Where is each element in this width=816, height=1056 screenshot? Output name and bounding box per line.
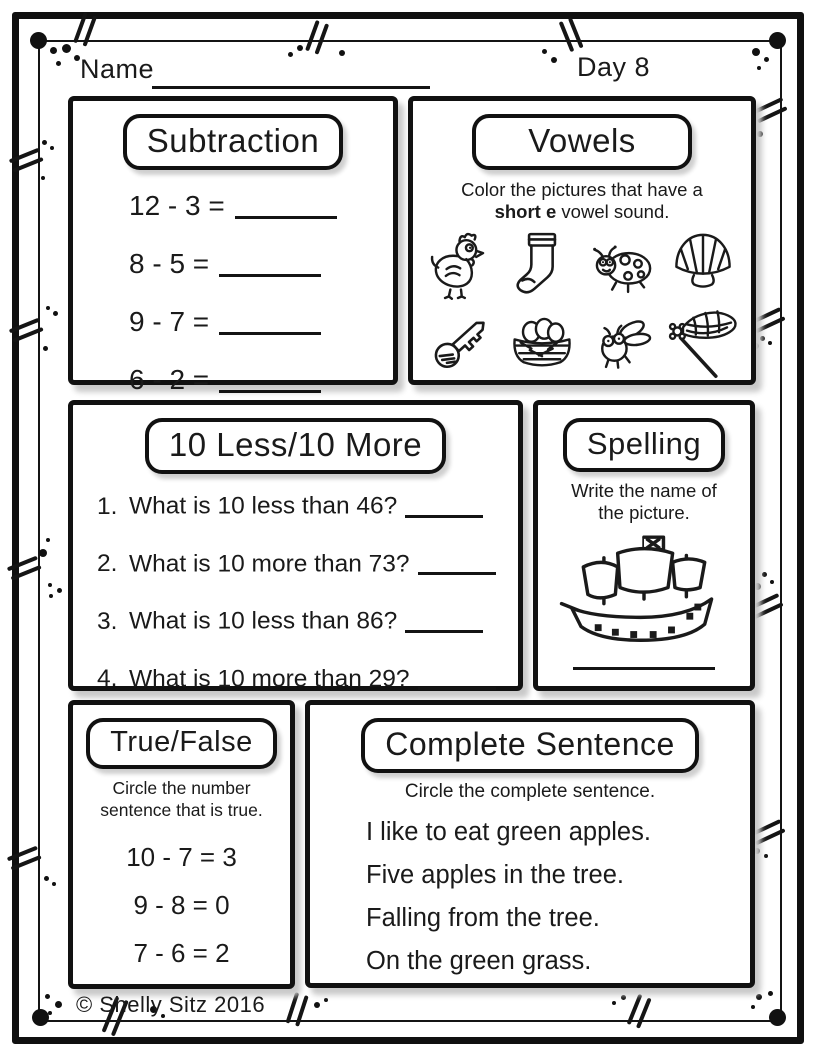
border-dot [754,583,761,590]
border-dot [551,57,557,63]
chicken-icon [423,225,499,301]
problem-text: 8 - 5 = [129,248,210,279]
complete-sentence-panel [305,700,755,988]
ladybug-icon [583,225,661,301]
pirate-ship-icon [556,528,732,654]
border-dot [288,52,293,57]
ten-question-list [73,490,518,693]
problem-text: 9 - 7 = [129,306,210,337]
border-dot [50,146,54,150]
answer-blank[interactable] [219,304,321,335]
question-row [97,490,518,521]
number-sentence[interactable]: 9 - 8 = 0 [133,889,230,920]
name-label: Name [80,54,155,84]
vowel-picture-key[interactable] [423,303,499,379]
copyright-credit: © Shelly Sitz 2016 [76,992,266,1017]
frame-corner-dot [30,32,47,49]
instruction-text: sentence that is true. [100,799,263,820]
border-dot [314,1002,320,1008]
border-dot [768,991,773,996]
question-row [97,548,518,579]
sentence-option[interactable]: Five apples in the tree. [366,861,624,889]
border-dot [56,61,61,66]
instruction-text: Circle the number [112,778,251,798]
vowels-instruction [413,179,751,223]
number-sentence[interactable]: 10 - 7 = 3 [126,841,237,872]
instruction-bold-text: short e [494,201,557,223]
border-dot [762,572,767,577]
border-dot [752,48,760,56]
vowels-panel [408,96,756,385]
true-false-instruction [73,778,290,822]
border-dot [43,346,48,351]
border-dot [46,306,50,310]
border-dot [542,49,547,54]
question-text: What is 10 less than 86? [129,607,398,635]
answer-blank[interactable] [573,665,715,670]
question-number: 4. [97,665,118,692]
answer-blank[interactable] [219,246,321,277]
complete-sentence-instruction: Circle the complete sentence. [404,781,656,802]
number-sentence[interactable]: 7 - 6 = 2 [133,937,230,968]
border-dot [756,994,762,1000]
question-text: What is 10 more than 73? [129,550,410,577]
sentence-list [310,818,750,976]
vowel-picture-fly[interactable] [584,303,660,379]
border-dot [768,341,772,345]
border-dot [48,583,52,587]
complete-sentence-title: Complete Sentence [361,718,699,773]
shell-icon [665,225,741,301]
frame-corner-dot [32,1009,49,1026]
vowel-picture-grid [413,223,751,381]
fly-icon [584,303,660,379]
ten-less-more-panel [68,400,523,691]
border-dot [39,549,47,557]
border-dot [48,1011,52,1015]
border-dot [751,1005,755,1009]
border-dot [757,131,763,137]
border-dot [52,882,56,886]
sentence-option[interactable]: Falling from the tree. [366,904,600,932]
border-dot [53,311,58,316]
border-dot [44,876,49,881]
border-dot [760,336,765,341]
border-dot [50,47,57,54]
border-dot [757,66,761,70]
border-dot [770,580,774,584]
subtraction-title: Subtraction [123,114,343,170]
number-sentence-list [73,842,290,969]
true-false-panel [68,700,295,989]
question-row [97,605,518,636]
instruction-text: Write the name of [571,480,717,501]
nest-icon [502,303,582,379]
net-icon [663,301,743,381]
vowel-picture-nest[interactable] [502,303,582,379]
question-text: What is 10 more than 29? [129,665,410,692]
border-dot [62,44,71,53]
problem-text: 12 - 3 = [129,190,225,221]
border-dot [621,995,626,1000]
answer-blank[interactable] [418,663,496,691]
frame-corner-dot [769,1009,786,1026]
sentence-option[interactable]: I like to eat green apples. [366,818,651,846]
border-dot [612,1001,616,1005]
border-dot [57,588,62,593]
vowel-picture-sock[interactable] [504,225,580,301]
question-number: 1. [97,492,118,520]
spelling-instruction [538,480,750,524]
key-icon [423,303,499,379]
answer-blank[interactable] [418,548,496,576]
question-number: 3. [97,607,118,635]
problem-text: 6 - 2 = [129,364,210,395]
border-dot [41,176,45,180]
border-dot [45,994,50,999]
question-row [97,663,518,694]
subtraction-problem-row [129,246,393,280]
border-dot [42,140,47,145]
border-dot [764,854,768,858]
frame-corner-dot [769,32,786,49]
question-number: 2. [97,550,118,577]
vowel-picture-shell[interactable] [665,225,741,301]
spelling-title: Spelling [563,418,725,472]
answer-blank[interactable] [219,362,321,393]
spelling-panel [533,400,755,691]
question-text: What is 10 less than 46? [129,492,398,520]
border-dot [55,1001,62,1008]
instruction-text: vowel sound. [556,201,670,223]
subtraction-problem-row [129,188,393,222]
subtraction-problems [73,188,393,396]
ten-less-more-title: 10 Less/10 More [145,418,446,474]
vowel-picture-ladybug[interactable] [583,225,661,301]
subtraction-problem-row [129,304,393,338]
vowels-title: Vowels [472,114,692,170]
subtraction-problem-row [129,362,393,396]
true-false-title: True/False [86,718,277,769]
vowel-picture-chicken[interactable] [423,225,499,301]
answer-blank[interactable] [235,188,337,219]
border-dot [46,538,50,542]
subtraction-panel [68,96,398,395]
instruction-text: Color the pictures that have a [461,179,703,200]
border-dot [49,594,53,598]
instruction-text: the picture. [598,502,690,524]
border-dot [764,57,769,62]
day-label: Day 8 [577,52,651,82]
border-dot [324,998,328,1002]
border-dot [339,50,345,56]
name-write-line[interactable] [152,58,430,89]
answer-blank[interactable] [405,490,483,518]
answer-blank[interactable] [405,605,483,633]
sock-icon [504,225,580,301]
sentence-option[interactable]: On the green grass. [366,947,592,975]
spelling-picture [556,528,732,659]
vowel-picture-net[interactable] [663,301,743,381]
